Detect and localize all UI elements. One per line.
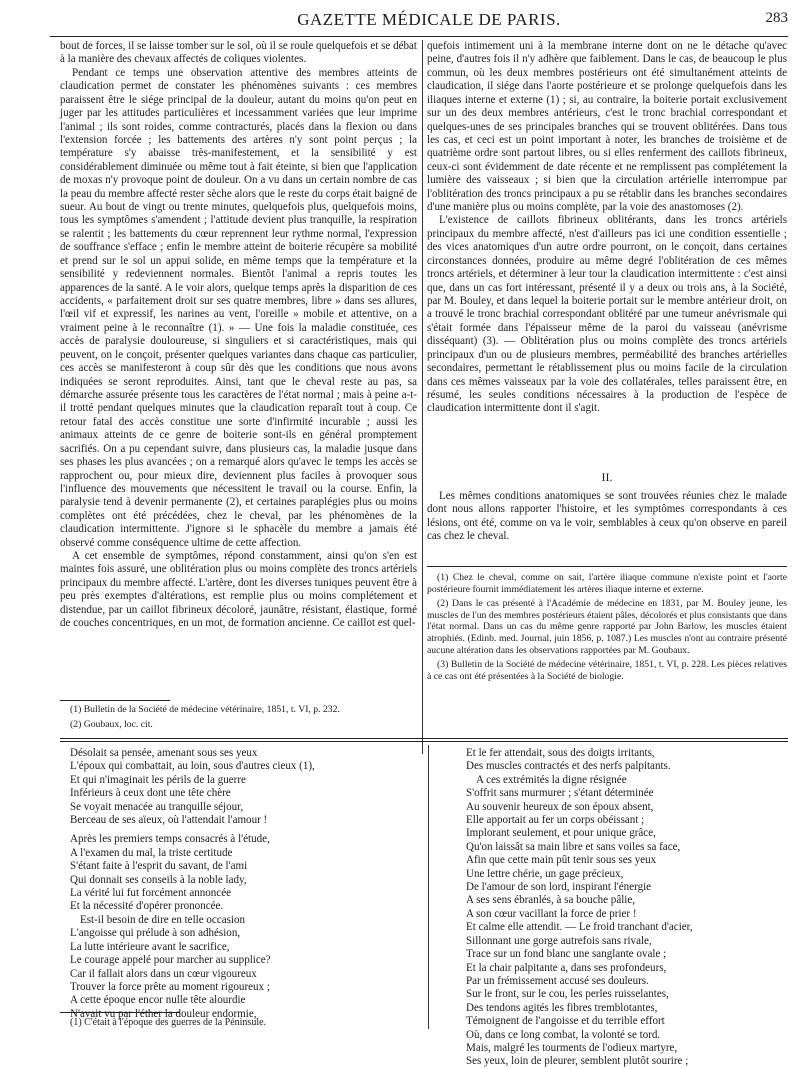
verse-line: Et calme elle attendit. — Le froid tranchant d'acier, <box>466 921 693 934</box>
verse-line: A cette époque encor nulle tête alourdie <box>70 994 246 1007</box>
verse-line: De l'amour de son lord, inspirant l'énergie <box>466 881 652 894</box>
verse-line: Sur le front, sur le cou, les perles ruisselantes, <box>466 988 669 1001</box>
verse-line: A son cœur vacillant la force de prier ! <box>466 907 637 920</box>
section-number: II. <box>601 470 613 484</box>
feuilleton-rule <box>60 738 788 739</box>
right-column <box>427 40 787 416</box>
verse-line: Une lettre chérie, un gage précieux, <box>466 867 624 880</box>
verse-line: Car il fallait alors dans un cœur vigoureux <box>70 967 257 980</box>
verse-line: Trace sur un fond blanc une sanglante ovale ; <box>466 948 667 961</box>
verse-line: Mais, malgré les tourments de l'odieux martyre, <box>466 1041 678 1054</box>
poem-left <box>70 747 315 1021</box>
verse-line: L'époux qui combattait, au loin, sous d'autres cieux (1), <box>70 760 315 773</box>
verse-line: Et la nécessité d'opérer prononcée. <box>70 900 224 913</box>
footnote-rule <box>427 566 787 567</box>
footnote: (2) Goubaux, loc. cit. <box>70 718 153 730</box>
verse-line: Est-il besoin de dire en telle occasion <box>80 913 246 926</box>
verse-line: Implorant seulement, et pour unique grâce, <box>466 827 656 840</box>
section-text <box>427 490 787 544</box>
verse-line: Se voyait menacée au tranquille séjour, <box>70 800 244 813</box>
feuilleton-rule <box>60 741 788 742</box>
footnote: (3) Bulletin de la Société de médecine vétérinaire, 1851, t. VI, p. 228. Les pièces relatives à ce cas ont été présentées à la Société de biologie. <box>427 659 787 682</box>
verse-line: Après les premiers temps consacrés à l'étude, <box>70 833 270 846</box>
column-rule <box>428 745 429 1029</box>
verse-line: Qui donnait ses conseils à la noble lady, <box>70 873 247 886</box>
paragraph: bout de forces, il se laisse tomber sur le sol, où il se roule quelquefois et se débat à la manière des chevaux affectés de coliques violentes. <box>60 40 417 66</box>
poem-right <box>466 747 693 1069</box>
verse-line: Des muscles contractés et des nerfs palpitants. <box>466 760 671 773</box>
verse-line: Désolait sa pensée, amenant sous ses yeux <box>70 747 258 759</box>
verse-line: Et qui n'imaginait les périls de la guerre <box>70 773 246 786</box>
verse-line: Des tendons agités les fibres tremblotantes, <box>466 1001 658 1014</box>
left-column <box>60 40 417 631</box>
right-footnotes <box>427 572 787 685</box>
paragraph: Les mêmes conditions anatomiques se sont trouvées réunies chez le malade dont nous allons rapporter l'histoire, et les symptômes correspondants à ces lésions, ont été, comme on va le voir, semblables à ceux qu'on observe en pareil cas chez le cheval. <box>427 490 787 543</box>
footnote-rule <box>60 1012 180 1013</box>
footnote: (2) Dans le cas présenté à l'Académie de médecine en 1831, par M. Bouley jeune, les muscles de l'un des membres postérieurs étaient pâles, décolorés et plus consistants que dans l'état normal. Dans un cas du même genre rapporté par John Barlow, les muscles étaient atrophiés. (Edinb. med. Journal, juin 1856, p. 1087.) Les muscles n'ont au contraire présenté aucune altération dans les observations rapportées par M. Goubaux. <box>427 598 787 656</box>
footnote: (1) Chez le cheval, comme on sait, l'artère iliaque commune n'existe point et l'aorte postérieure fournit immédiatement les artères iliaque interne et externe. <box>427 572 787 595</box>
poem-footnote: (1) C'était à l'époque des guerres de la Péninsule. <box>70 1017 267 1028</box>
verse-line: Qu'on laissât sa main libre et sans voiles sa face, <box>466 840 681 853</box>
verse-line: Où, dans ce long combat, la volonté se tord. <box>466 1028 661 1041</box>
verse-line: Inférieurs à ceux dont une tête chère <box>70 787 231 800</box>
verse-line: Trouver la force prête au moment rigoureux ; <box>70 980 270 993</box>
verse-line: A ses sens ébranlés, à sa bouche pâlie, <box>466 894 636 907</box>
paragraph: A cet ensemble de symptômes, répond constamment, ainsi qu'on s'en est maintes fois assuré, une oblitération plus ou moins complète des troncs artériels principaux du membre affecté. L'artère, dont les diverses tuniques peuvent être à peu près exemptes d'altérations, est remplie plus ou moins complétement et distendue, par un caillot fibrineux décoloré, jaunâtre, résistant, élastique, formé de couches concentriques, en un mot, de formation ancienne. Ce caillot est quel- <box>60 550 417 630</box>
footnote: (1) Bulletin de la Société de médecine vétérinaire, 1851, t. VI, p. 232. <box>70 704 340 715</box>
verse-line: Berceau de ses aïeux, où l'attendait l'amour ! <box>70 814 268 827</box>
verse-line: Elle apportait au fer un corps obéissant ; <box>466 814 645 827</box>
verse-line: Le courage appelé pour marcher au supplice? <box>70 954 271 967</box>
verse-line: Afin que cette main pût tenir sous ses yeux <box>466 854 657 867</box>
left-footnotes <box>60 704 417 733</box>
paragraph: L'existence de caillots fibrineux oblitérants, dans les troncs artériels principaux du membre affecté, n'est d'ailleurs pas ici une condition essentielle ; des vices anatomiques d'un autre ordre pourront, on le conçoit, dans certaines circonstances données, produire au même degré l'oblitération de ces mêmes troncs artériels, et déterminer à leur tour la claudication intermittente : c'est ainsi que, dans un cas fort intéressant, présenté il y a deux ou trois ans, à la Société, par M. Bouley, et dans lequel la boiterie portait sur le membre antérieur droit, on a trouvé le tronc brachial correspondant oblitéré par une tumeur anévrismale qui s'était formée dans l'épaisseur même de la paroi du vaisseau (anévrisme disséquant) (3). — Oblitération plus ou moins complète des troncs artériels principaux d'un ou de plusieurs membres, perméabilité des branches artérielles secondaires, permettant le rétablissement plus ou moins facile de la circulation dans ces mêmes vaisseaux par la voie des collatérales, telles paraissent être, en résumé, les seules conditions nécessaires à la production de l'espèce de claudication intermittente dont il s'agit. <box>427 214 787 415</box>
verse-line: La lutte intérieure avant le sacrifice, <box>70 940 230 953</box>
page-number: 283 <box>765 10 788 26</box>
verse-line: L'angoisse qui prélude à son adhésion, <box>70 927 241 940</box>
page-header <box>70 6 788 34</box>
journal-title: GAZETTE MÉDICALE DE PARIS. <box>297 10 561 29</box>
verse-line: N'avait vu par l'éther la douleur endormie, <box>70 1007 257 1020</box>
verse-line: Témoignent de l'angoisse et du terrible effort <box>466 1015 665 1028</box>
verse-line: Par un frémissement accusé ses douleurs. <box>466 974 649 987</box>
verse-line: Au souvenir heureux de son époux absent, <box>466 800 654 813</box>
verse-line: Sillonnant une gorge autrefois sans rivale, <box>466 934 652 947</box>
footnote-rule <box>60 700 170 701</box>
column-rule <box>422 40 423 754</box>
verse-line: La vérité lui fut forcément annoncée <box>70 887 232 900</box>
paragraph: quefois intimement uni à la membrane interne dont on ne le détache qu'avec peine, d'autres fois il n'y adhère que faiblement. Dans le cas, de beaucoup le plus commun, où les deux membres postérieurs ont été simultanément atteints de claudication, il siége dans l'aorte postérieure et se prolonge quelquefois dans les iliaques interne et externe (1) ; si, au contraire, la boiterie portait exclusivement sur un des deux membres antérieurs, c'est le tronc brachial correspondant et quelques-unes de ses principales branches qui se trouvent oblitérées. Dans tous les cas, et ceci est un point important à noter, les branches de troisième et de quatrième ordre sont partout libres, ou si elles renferment des caillots fibrineux, ceux-ci sont évidemment de date récente et ne remplissent pas complétement la lumière des vaisseaux ; si bien que la circulation artérielle interrompue par l'oblitération des troncs principaux a pu se rétablir dans les branches secondaires d'une manière plus ou moins complète, par la voie des anastomoses (2). <box>427 40 787 214</box>
verse-line: S'offrit sans murmurer ; s'étant déterminée <box>466 787 654 800</box>
verse-line: Ses yeux, loin de pleurer, semblent plutôt sourire ; <box>466 1055 689 1068</box>
verse-line: Et la chair palpitante a, dans ses profondeurs, <box>466 961 667 974</box>
verse-line: A ces extrémités la digne résignée <box>476 773 627 786</box>
verse-line: S'étant faite à l'esprit du savant, de l'ami <box>70 860 248 873</box>
paragraph: Pendant ce temps une observation attentive des membres atteints de claudication permet de constater les phénomènes suivants : ces membres paraissent être le siége principal de la douleur, autant du moins qu'on peut en juger par les attitudes particulières et incessamment variées que leur imprime l'animal ; ils sont roides, comme contracturés, placés dans la flexion ou dans l'extension forcée ; les battements des artères n'y sont point perçus ; la température s'y abaisse très-manifestement, et la sensibilité y est considérablement diminuée ou même tout à fait éteinte, si bien que l'application de moxas n'y provoque point de douleur. On a vu dans un certain nombre de cas la peau du membre affecté rester sèche alors que le reste du corps était baigné de sueur. Au bout de vingt ou trente minutes, quelquefois plus, quelquefois moins, tous les symptômes s'amendent ; l'attitude devient plus tranquille, la respiration se ralentit ; les battements du cœur reprennent leur rythme normal, l'expression de souffrance s'efface ; enfin le membre atteint de boiterie récupère sa mobilité et prend sur le sol un appui solide, en même temps que la température et la sensibilité y redeviennent normales. Bientôt l'animal a repris toutes les apparences de la santé. A le voir alors, quelque temps après la disparition de ces accidents, « parfaitement droit sur ses quatre membres, libre » dans ses allures, l'œil vif et expressif, les narines au vent, l'oreille » mobile et attentive, on a vraiment peine à le reconnaître (1). » — Une fois la maladie constituée, ces accès de paralysie douloureuse, si singuliers et si caractéristiques, mais qui peuvent, on le conçoit, présenter quelques variantes dans chaque cas particulier, ces accès se manifesteront à coup sûr dès que les conditions que nous avons indiquées se seront reproduites. Ainsi, tant que le cheval reste au pas, sa démarche assurée présente tous les caractères de l'état normal ; mais à peine a-t-il trotté pendant quelques minutes que la claudication reparaît tout à coup. Ce retour fatal des accès constitue une sorte d'infirmité incurable ; aussi les animaux atteints de ce genre de boiterie sont-ils en général promptement sacrifiés. On a pu cependant suivre, dans plusieurs cas, la maladie jusque dans ses phases les plus avancées ; on a remarqué alors qu'avec le temps les accès se rapprochent ou, pour mieux dire, deviennent plus faciles à provoquer sous l'influence des mouvements que nécessitent le travail ou la course. Enfin, la paralysie tend à devenir permanente (2), et certaines paraplégies plus ou moins complètes ont été précédées, chez le cheval, par les phénomènes de la claudication intermittente. J'ignore si le sphacèle du membre a jamais été observé comme conséquence ultime de cette affection. <box>60 66 417 549</box>
verse-line: Et le fer attendait, sous des doigts irritants, <box>466 747 655 759</box>
verse-line: A l'examen du mal, la triste certitude <box>70 846 233 859</box>
header-rule <box>50 36 788 37</box>
